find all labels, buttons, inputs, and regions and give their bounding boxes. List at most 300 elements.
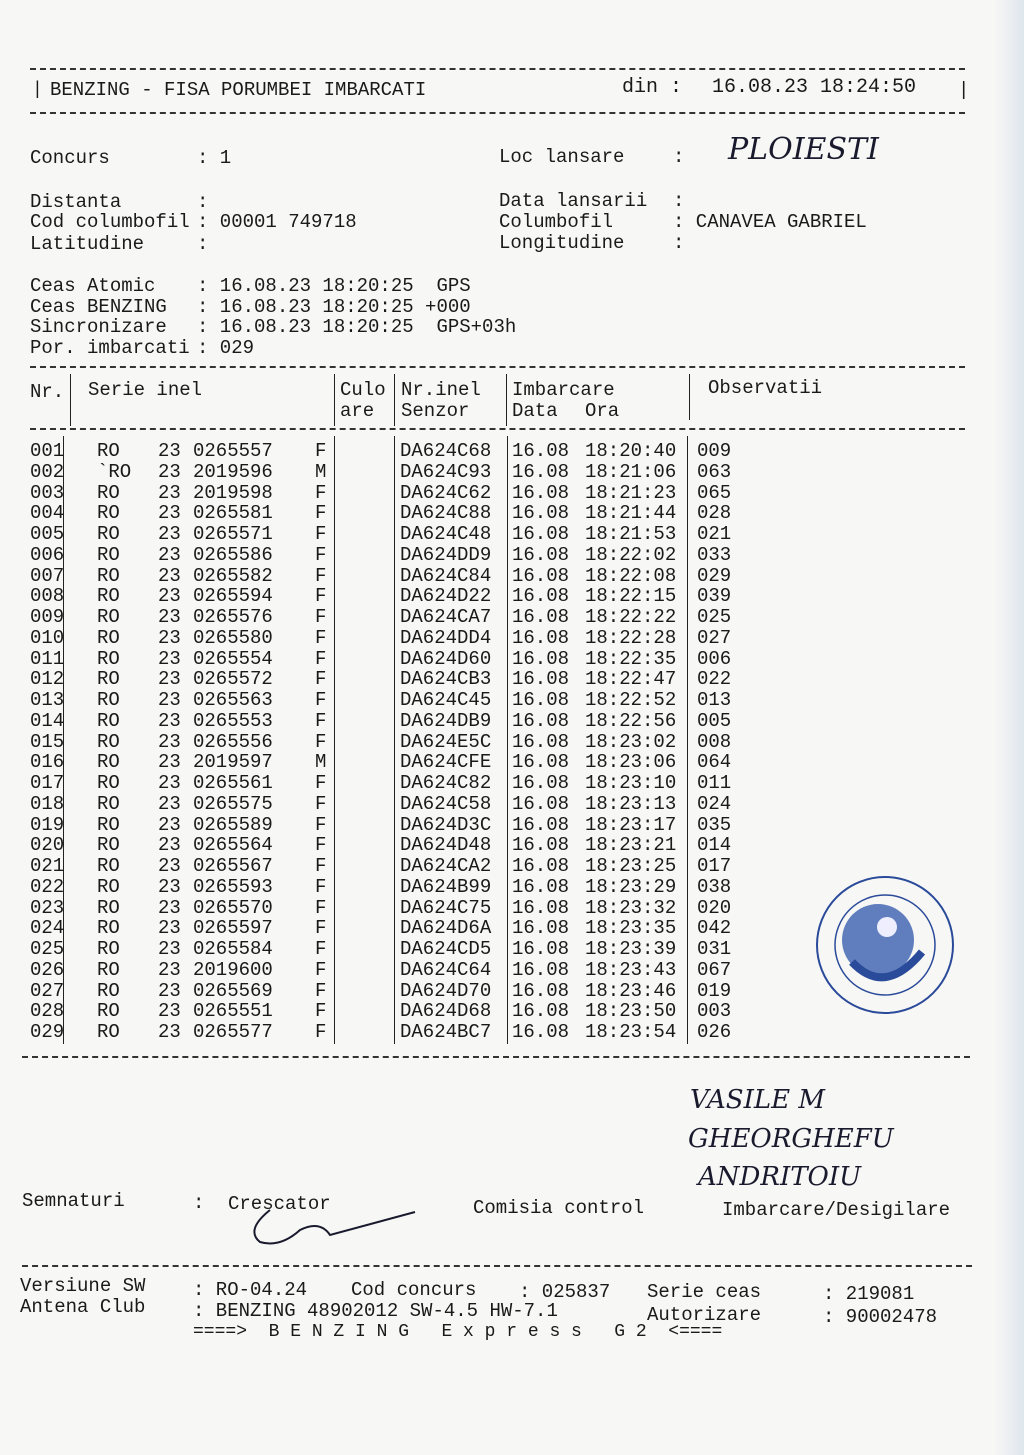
col-senzor-2: Senzor	[401, 400, 470, 422]
row-observatii: 020	[697, 896, 732, 919]
row-ring-number: 0265564	[193, 834, 273, 857]
cod-concurs-label: Cod concurs	[351, 1279, 477, 1301]
row-country: RO	[97, 979, 120, 1002]
row-nr: 018	[30, 792, 65, 815]
row-year: 23	[158, 938, 181, 960]
row-ring-number: 0265589	[193, 813, 273, 836]
row-nr: 020	[30, 834, 65, 857]
row-date: 16.08	[512, 647, 570, 670]
row-year: 23	[158, 792, 181, 815]
row-country: RO	[97, 564, 120, 587]
row-sensor: DA624CB3	[400, 668, 492, 691]
row-nr: 003	[30, 481, 65, 504]
row-year: 23	[158, 647, 181, 670]
row-time: 18:21:53	[585, 523, 677, 545]
col-divider	[63, 436, 64, 1044]
row-country: RO	[97, 440, 120, 462]
row-time: 18:23:32	[585, 896, 677, 919]
row-observatii: 064	[697, 751, 732, 774]
benzing-banner: ====> B E N Z I N G E x p r e s s G 2 <====	[193, 1322, 723, 1342]
col-culoare-2: are	[340, 400, 375, 422]
row-country: RO	[97, 523, 120, 545]
col-divider	[689, 374, 690, 420]
row-time: 18:23:02	[585, 730, 677, 753]
signature-name-1: VASILE M	[690, 1085, 826, 1115]
row-year: 23	[158, 917, 181, 940]
row-date: 16.08	[512, 502, 570, 525]
row-country: RO	[97, 938, 120, 960]
row-sensor: DA624DD4	[400, 626, 492, 649]
row-time: 18:23:50	[585, 1000, 677, 1023]
row-year: 23	[158, 502, 181, 525]
cod-columbofil-label: Cod columbofil	[30, 211, 190, 233]
row-date: 16.08	[512, 440, 570, 462]
row-country: `RO	[97, 460, 132, 483]
signature-name-2: GHEORGHEFU	[688, 1124, 894, 1154]
row-sex: F	[315, 792, 327, 815]
row-ring-number: 0265567	[193, 855, 273, 877]
row-date: 16.08	[512, 834, 570, 857]
row-country: RO	[97, 709, 120, 732]
col-data: Data	[512, 400, 558, 422]
row-nr: 022	[30, 875, 65, 898]
row-country: RO	[97, 730, 120, 753]
row-sex: F	[315, 440, 327, 462]
col-divider	[334, 436, 335, 1044]
row-country: RO	[97, 813, 120, 836]
col-divider	[506, 374, 507, 426]
row-observatii: 039	[697, 585, 732, 608]
row-sensor: DA624C62	[400, 481, 492, 504]
col-serie: Serie inel	[88, 379, 203, 401]
serie-ceas-label: Serie ceas	[647, 1281, 762, 1303]
row-sex: F	[315, 730, 327, 753]
row-sensor: DA624C64	[400, 958, 492, 981]
row-observatii: 027	[697, 626, 732, 649]
row-country: RO	[97, 855, 120, 877]
sincronizare-label: Sincronizare	[30, 316, 167, 338]
stamp-logo	[812, 872, 958, 1018]
row-time: 18:22:02	[585, 543, 677, 566]
row-observatii: 021	[697, 523, 732, 545]
row-nr: 001	[30, 440, 65, 462]
row-observatii: 006	[697, 647, 732, 670]
row-nr: 028	[30, 1000, 65, 1023]
row-sensor: DA624C88	[400, 502, 492, 525]
comisia-label: Comisia control	[473, 1197, 645, 1219]
row-year: 23	[158, 626, 181, 649]
row-nr: 016	[30, 751, 65, 774]
row-sensor: DA624D22	[400, 585, 492, 608]
row-sex: F	[315, 585, 327, 608]
col-culoare-1: Culo	[340, 379, 386, 401]
row-country: RO	[97, 543, 120, 566]
antena-label: Antena Club	[20, 1296, 146, 1318]
row-time: 18:21:06	[585, 460, 677, 483]
row-date: 16.08	[512, 813, 570, 836]
row-observatii: 067	[697, 958, 732, 981]
row-nr: 029	[30, 1021, 65, 1043]
row-sex: F	[315, 896, 327, 919]
row-sensor: DA624C58	[400, 792, 492, 815]
row-date: 16.08	[512, 1021, 570, 1043]
row-ring-number: 0265593	[193, 875, 273, 898]
row-ring-number: 0265557	[193, 440, 273, 462]
row-ring-number: 0265581	[193, 502, 273, 525]
row-year: 23	[158, 772, 181, 794]
row-sex: F	[315, 481, 327, 504]
row-country: RO	[97, 896, 120, 919]
row-country: RO	[97, 958, 120, 981]
row-year: 23	[158, 689, 181, 711]
row-time: 18:22:56	[585, 709, 677, 732]
row-sex: F	[315, 689, 327, 711]
row-country: RO	[97, 751, 120, 774]
autorizare-label: Autorizare	[647, 1304, 762, 1326]
row-year: 23	[158, 460, 181, 483]
latitudine-value: :	[197, 233, 209, 255]
row-observatii: 013	[697, 689, 732, 711]
row-date: 16.08	[512, 523, 570, 545]
row-sex: F	[315, 979, 327, 1002]
row-ring-number: 0265556	[193, 730, 273, 753]
row-time: 18:21:44	[585, 502, 677, 525]
row-ring-number: 0265551	[193, 1000, 273, 1023]
row-sex: F	[315, 1021, 327, 1043]
row-date: 16.08	[512, 585, 570, 608]
row-sensor: DA624CD5	[400, 938, 492, 960]
row-nr: 014	[30, 709, 65, 732]
row-sex: F	[315, 564, 327, 587]
row-ring-number: 0265580	[193, 626, 273, 649]
row-sensor: DA624C68	[400, 440, 492, 462]
row-time: 18:22:08	[585, 564, 677, 587]
col-divider	[70, 374, 71, 426]
row-year: 23	[158, 709, 181, 732]
row-country: RO	[97, 481, 120, 504]
col-divider	[687, 436, 688, 1044]
row-date: 16.08	[512, 689, 570, 711]
row-date: 16.08	[512, 917, 570, 940]
row-time: 18:23:06	[585, 751, 677, 774]
row-observatii: 011	[697, 772, 732, 794]
row-sensor: DA624D6A	[400, 917, 492, 940]
row-date: 16.08	[512, 1000, 570, 1023]
row-country: RO	[97, 917, 120, 940]
row-sex: F	[315, 855, 327, 877]
versiune-value: : RO-04.24	[193, 1279, 308, 1301]
header-top-border	[30, 68, 965, 70]
row-year: 23	[158, 751, 181, 774]
row-sensor: DA624E5C	[400, 730, 492, 753]
row-observatii: 005	[697, 709, 732, 732]
row-country: RO	[97, 606, 120, 628]
row-year: 23	[158, 813, 181, 836]
columbofil-label: Columbofil	[499, 211, 614, 233]
row-country: RO	[97, 585, 120, 608]
row-year: 23	[158, 606, 181, 628]
table-header-divider	[30, 428, 965, 430]
row-ring-number: 2019598	[193, 481, 273, 504]
versiune-label: Versiune SW	[20, 1275, 146, 1297]
row-observatii: 033	[697, 543, 732, 566]
row-year: 23	[158, 1021, 181, 1043]
row-year: 23	[158, 440, 181, 462]
row-observatii: 025	[697, 606, 732, 628]
row-date: 16.08	[512, 481, 570, 504]
row-nr: 002	[30, 460, 65, 483]
ceas-atomic-value: : 16.08.23 18:20:25 GPS	[197, 275, 471, 297]
row-ring-number: 2019597	[193, 751, 273, 774]
semnaturi-label: Semnaturi	[22, 1190, 125, 1212]
row-sex: F	[315, 668, 327, 691]
row-sensor: DA624CFE	[400, 751, 492, 774]
table-top-border	[30, 366, 965, 368]
row-sex: F	[315, 709, 327, 732]
distanta-value: :	[197, 191, 209, 213]
row-time: 18:22:22	[585, 606, 677, 628]
row-country: RO	[97, 647, 120, 670]
row-sex: M	[315, 751, 327, 774]
row-country: RO	[97, 626, 120, 649]
row-sex: F	[315, 875, 327, 898]
row-ring-number: 0265582	[193, 564, 273, 587]
row-country: RO	[97, 772, 120, 794]
row-time: 18:23:10	[585, 772, 677, 794]
row-nr: 005	[30, 523, 65, 545]
longitudine-value: :	[673, 232, 685, 254]
row-sensor: DA624D60	[400, 647, 492, 670]
row-sensor: DA624C75	[400, 896, 492, 919]
row-year: 23	[158, 668, 181, 691]
row-nr: 017	[30, 772, 65, 794]
row-time: 18:23:35	[585, 917, 677, 940]
row-ring-number: 0265584	[193, 938, 273, 960]
row-time: 18:22:35	[585, 647, 677, 670]
row-country: RO	[97, 792, 120, 815]
row-sex: F	[315, 917, 327, 940]
row-observatii: 022	[697, 668, 732, 691]
table-bottom-border	[22, 1056, 970, 1058]
row-ring-number: 0265586	[193, 543, 273, 566]
row-sensor: DA624DB9	[400, 709, 492, 732]
row-observatii: 024	[697, 792, 732, 815]
row-date: 16.08	[512, 855, 570, 877]
row-year: 23	[158, 979, 181, 1002]
row-date: 16.08	[512, 751, 570, 774]
row-time: 18:23:21	[585, 834, 677, 857]
porumbei-label: Por. imbarcati	[30, 337, 190, 359]
row-observatii: 008	[697, 730, 732, 753]
row-nr: 008	[30, 585, 65, 608]
row-nr: 023	[30, 896, 65, 919]
latitudine-label: Latitudine	[30, 233, 145, 255]
row-observatii: 065	[697, 481, 732, 504]
row-time: 18:23:25	[585, 855, 677, 877]
row-nr: 004	[30, 502, 65, 525]
loc-label: Loc lansare	[499, 146, 625, 168]
row-ring-number: 0265597	[193, 917, 273, 940]
concurs-value: : 1	[197, 147, 232, 169]
row-sex: F	[315, 813, 327, 836]
row-observatii: 014	[697, 834, 732, 857]
row-sex: M	[315, 460, 327, 483]
date-value: 16.08.23 18:24:50	[712, 76, 917, 99]
row-date: 16.08	[512, 543, 570, 566]
row-ring-number: 0265561	[193, 772, 273, 794]
document-title: BENZING - FISA PORUMBEI IMBARCATI	[50, 79, 427, 101]
row-year: 23	[158, 543, 181, 566]
ceas-benzing-label: Ceas BENZING	[30, 296, 167, 318]
date-label: din :	[622, 76, 683, 99]
autorizare-value: : 90002478	[823, 1306, 938, 1328]
row-ring-number: 2019600	[193, 958, 273, 981]
row-year: 23	[158, 730, 181, 753]
row-country: RO	[97, 1000, 120, 1023]
row-time: 18:23:43	[585, 958, 677, 981]
row-sex: F	[315, 958, 327, 981]
row-sensor: DA624C45	[400, 689, 492, 711]
row-sensor: DA624C93	[400, 460, 492, 483]
signature-name-3: ANDRITOIU	[698, 1162, 862, 1192]
row-sensor: DA624CA2	[400, 855, 492, 877]
row-nr: 019	[30, 813, 65, 836]
col-divider	[394, 374, 395, 426]
row-date: 16.08	[512, 460, 570, 483]
col-observatii: Observatii	[708, 377, 823, 399]
row-year: 23	[158, 834, 181, 857]
col-divider	[394, 436, 395, 1044]
cod-columbofil-value: : 00001 749718	[197, 211, 357, 233]
row-country: RO	[97, 689, 120, 711]
row-date: 16.08	[512, 792, 570, 815]
row-sensor: DA624D3C	[400, 813, 492, 836]
row-ring-number: 0265553	[193, 709, 273, 732]
row-date: 16.08	[512, 896, 570, 919]
row-time: 18:23:17	[585, 813, 677, 836]
row-nr: 026	[30, 958, 65, 981]
row-year: 23	[158, 564, 181, 587]
row-time: 18:23:29	[585, 875, 677, 898]
row-nr: 010	[30, 626, 65, 649]
columbofil-value: : CANAVEA GABRIEL	[673, 211, 867, 233]
row-sex: F	[315, 523, 327, 545]
row-date: 16.08	[512, 875, 570, 898]
row-observatii: 019	[697, 979, 732, 1002]
distanta-label: Distanta	[30, 191, 122, 213]
row-sex: F	[315, 647, 327, 670]
row-ring-number: 0265570	[193, 896, 273, 919]
row-year: 23	[158, 585, 181, 608]
header-left-bar: |	[32, 80, 43, 100]
col-divider	[507, 436, 508, 1044]
sincronizare-value: : 16.08.23 18:20:25 GPS+03h	[197, 316, 517, 338]
header-right-bar: |	[958, 79, 970, 101]
row-nr: 007	[30, 564, 65, 587]
col-nr: Nr.	[30, 381, 65, 403]
row-ring-number: 0265571	[193, 523, 273, 545]
row-nr: 009	[30, 606, 65, 628]
row-sensor: DA624CA7	[400, 606, 492, 628]
row-time: 18:22:47	[585, 668, 677, 691]
data-lansarii-value: :	[673, 190, 685, 212]
row-date: 16.08	[512, 668, 570, 691]
row-date: 16.08	[512, 606, 570, 628]
row-nr: 011	[30, 647, 65, 670]
row-date: 16.08	[512, 626, 570, 649]
row-time: 18:22:52	[585, 689, 677, 711]
row-time: 18:23:54	[585, 1021, 677, 1043]
row-sensor: DA624D48	[400, 834, 492, 857]
col-divider	[334, 374, 335, 426]
cod-concurs-value: : 025837	[519, 1281, 611, 1303]
row-nr: 006	[30, 543, 65, 566]
row-nr: 012	[30, 668, 65, 691]
row-sensor: DA624D68	[400, 1000, 492, 1023]
row-date: 16.08	[512, 709, 570, 732]
imbarcare-label: Imbarcare/Desigilare	[722, 1199, 951, 1221]
row-sex: F	[315, 772, 327, 794]
row-time: 18:23:46	[585, 979, 677, 1002]
row-country: RO	[97, 502, 120, 525]
row-ring-number: 0265554	[193, 647, 273, 670]
row-sex: F	[315, 1000, 327, 1023]
row-sensor: DA624C84	[400, 564, 492, 587]
col-senzor-1: Nr.inel	[401, 379, 481, 401]
row-country: RO	[97, 875, 120, 898]
row-time: 18:21:23	[585, 481, 677, 504]
row-nr: 013	[30, 689, 65, 711]
row-sex: F	[315, 543, 327, 566]
row-sensor: DA624DD9	[400, 543, 492, 566]
row-sensor: DA624C82	[400, 772, 492, 794]
row-year: 23	[158, 855, 181, 877]
row-year: 23	[158, 523, 181, 545]
row-sex: F	[315, 938, 327, 960]
row-observatii: 029	[697, 564, 732, 587]
row-time: 18:22:28	[585, 626, 677, 649]
row-sex: F	[315, 626, 327, 649]
ceas-atomic-label: Ceas Atomic	[30, 275, 156, 297]
longitudine-label: Longitudine	[499, 232, 625, 254]
row-sex: F	[315, 606, 327, 628]
row-date: 16.08	[512, 938, 570, 960]
row-ring-number: 0265577	[193, 1021, 273, 1043]
loc-sep: :	[673, 146, 685, 168]
row-nr: 027	[30, 979, 65, 1002]
row-observatii: 031	[697, 938, 732, 960]
row-year: 23	[158, 875, 181, 898]
row-observatii: 028	[697, 502, 732, 525]
row-ring-number: 0265575	[193, 792, 273, 815]
loc-value-handwritten: PLOIESTI	[728, 132, 879, 167]
row-sensor: DA624D70	[400, 979, 492, 1002]
row-time: 18:22:15	[585, 585, 677, 608]
page-edge-shadow	[994, 0, 1024, 1455]
row-date: 16.08	[512, 564, 570, 587]
row-observatii: 009	[697, 440, 732, 462]
row-ring-number: 0265576	[193, 606, 273, 628]
crescator-label: Crescator	[228, 1193, 331, 1215]
data-lansarii-label: Data lansarii	[499, 190, 648, 212]
col-imbarcare: Imbarcare	[512, 379, 615, 401]
row-date: 16.08	[512, 958, 570, 981]
row-observatii: 017	[697, 855, 732, 877]
row-nr: 021	[30, 855, 65, 877]
row-sensor: DA624B99	[400, 875, 492, 898]
row-date: 16.08	[512, 730, 570, 753]
col-ora: Ora	[585, 400, 620, 422]
